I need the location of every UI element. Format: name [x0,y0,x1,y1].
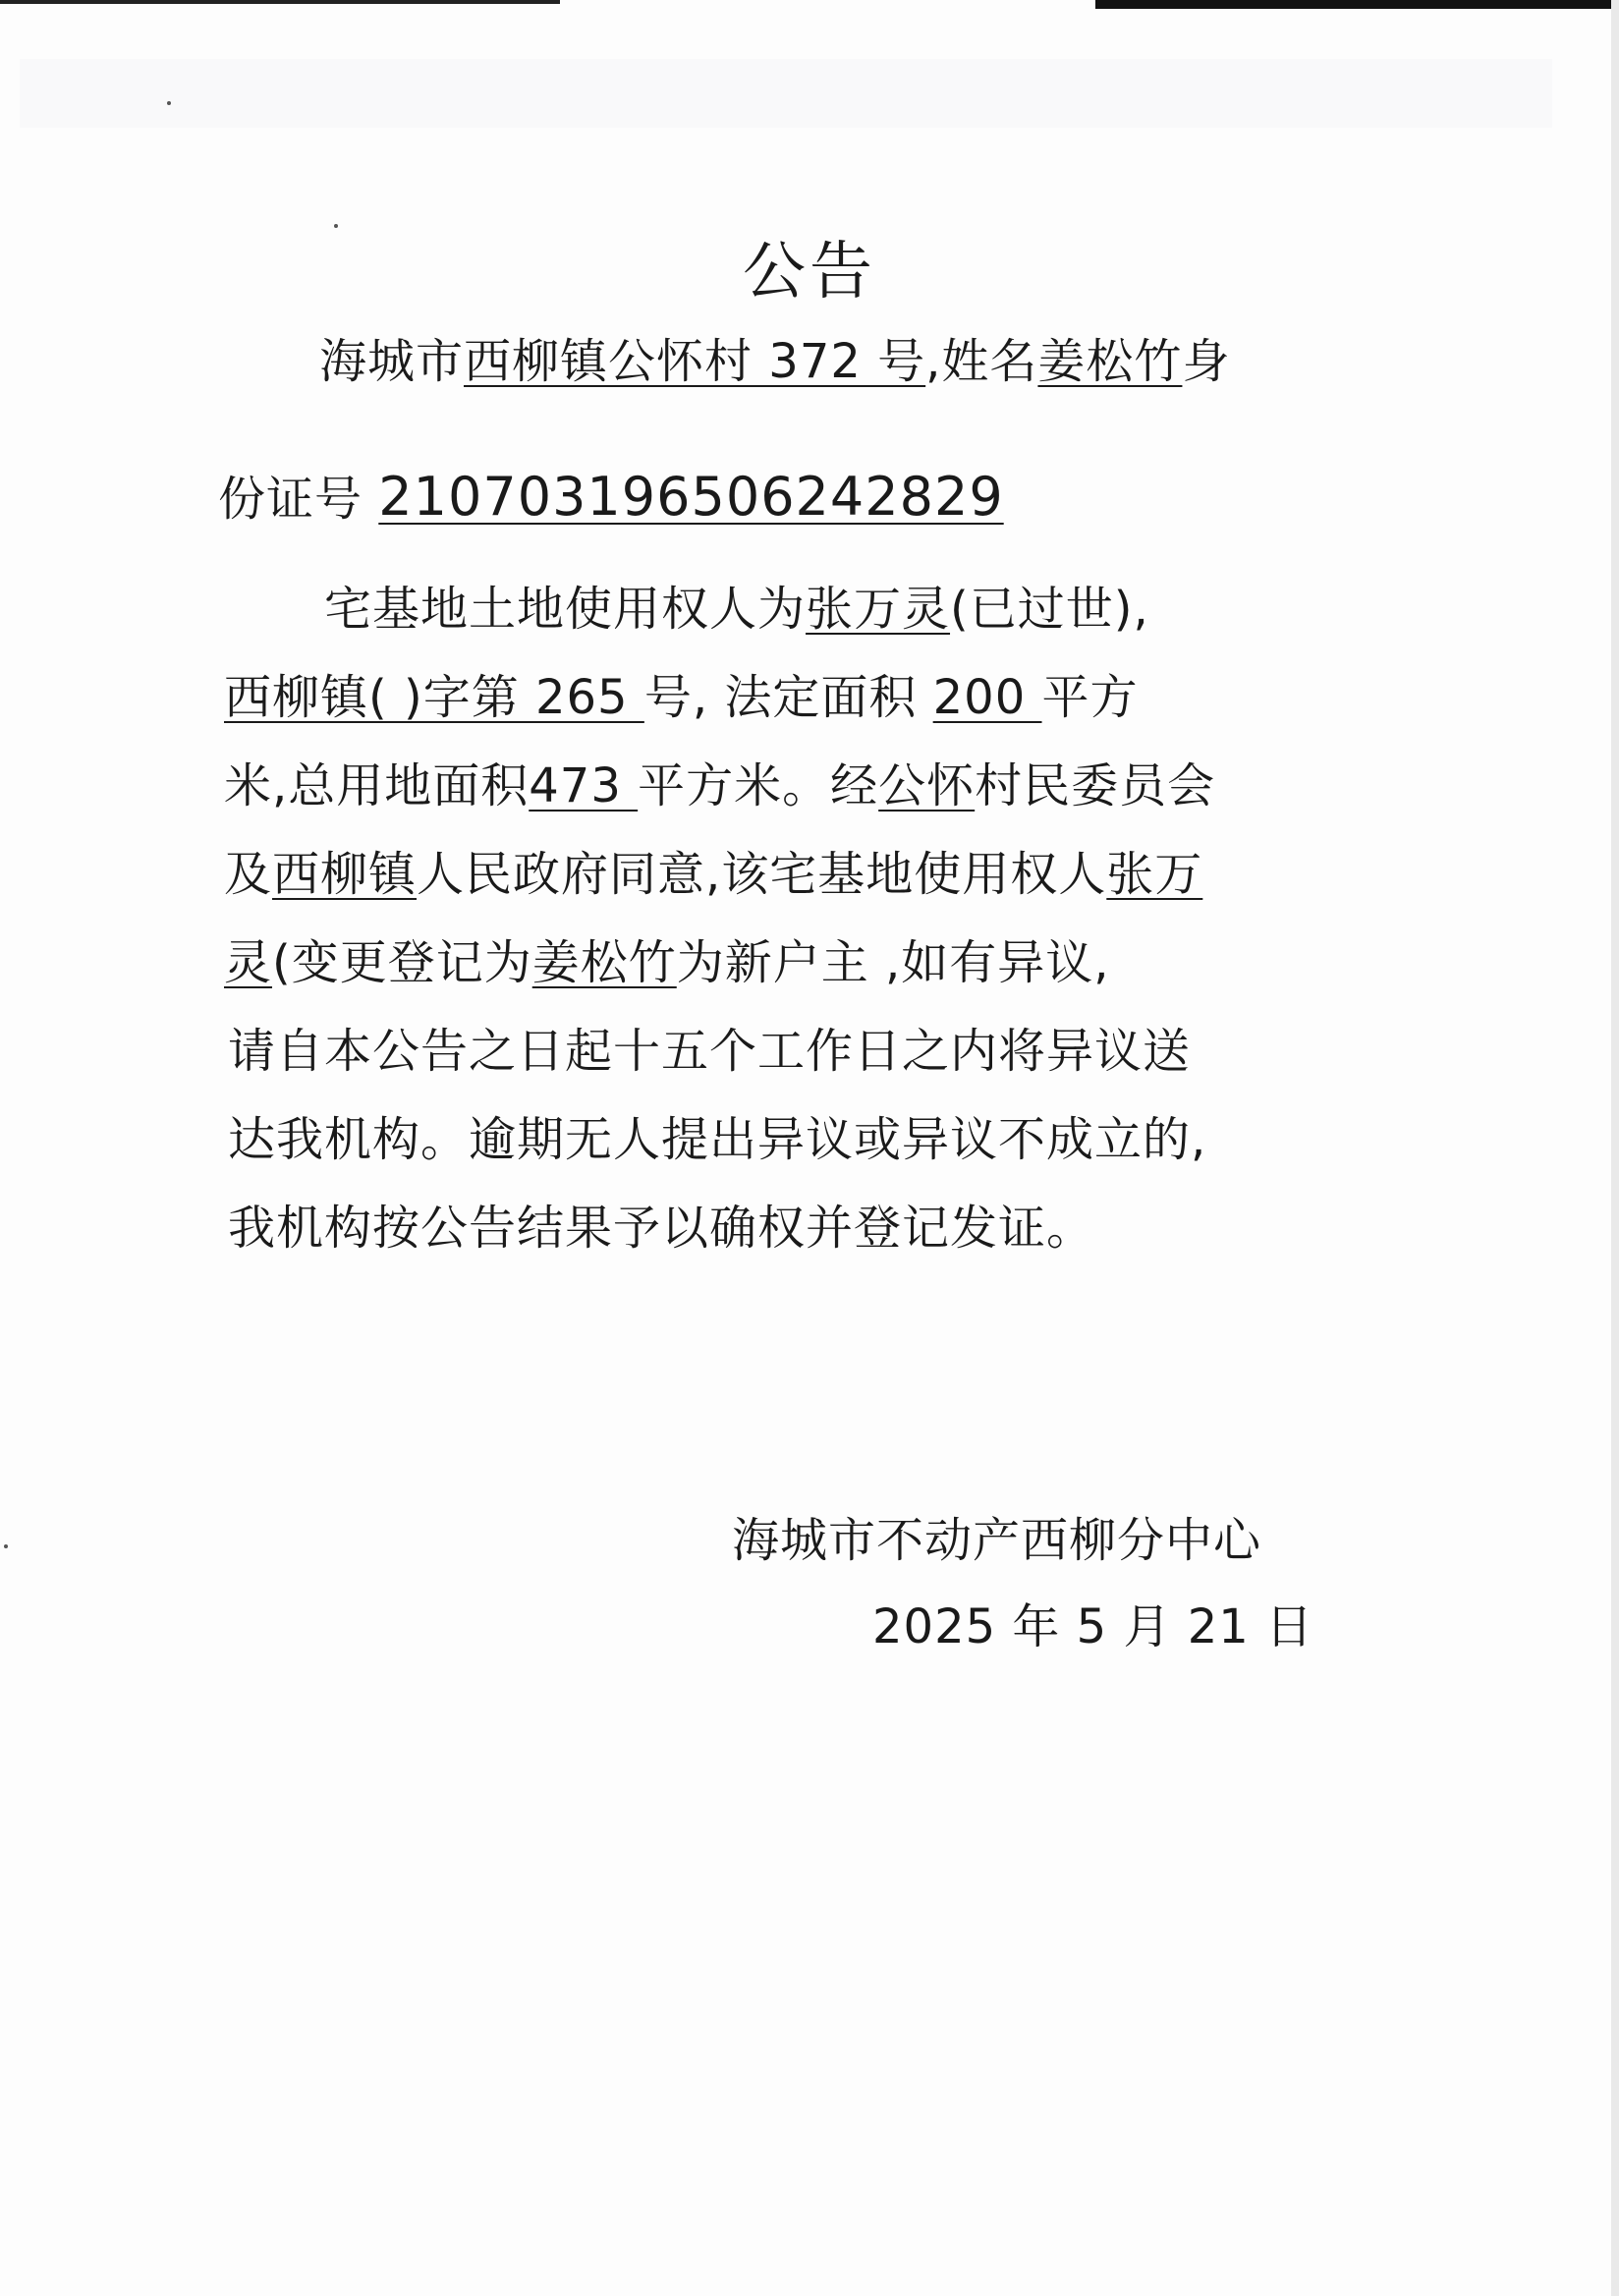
scan-edge-shadow [1611,0,1619,2296]
holder-name-field: 张万 [1106,847,1203,902]
applicant-name-field: 姜松竹 [1037,334,1183,389]
scan-speck [4,1544,8,1548]
notice-line-holder [324,580,1149,639]
notice-line-address [319,332,1230,391]
village-field: 公怀 [878,758,976,813]
scan-speck [167,101,171,105]
text: 身 [1182,334,1231,389]
notice-line-approval [224,845,1202,904]
issue-date: 2025 年 5 月 21 日 [872,1599,1314,1654]
text: 平方 [1041,670,1139,725]
issuer-name: 海城市不动产西柳分中心 [732,1513,1262,1568]
notice-line-objection-rule: 达我机构。逾期无人提出异议或异议不成立的, [228,1112,1207,1167]
notice-line-registration: 我机构按公告结果予以确权并登记发证。 [228,1201,1095,1256]
text: 及 [224,847,273,902]
new-owner-field: 姜松竹 [531,935,677,990]
text: ,姓名 [925,334,1038,389]
notice-title: 公告 [743,236,876,308]
notice-line-legal-area [224,668,1139,727]
text: 米,总用地面积 [224,758,530,813]
certificate-ref-field: 西柳镇( )字第 265 [224,670,644,725]
notice-line-objection-period: 请自本公告之日起十五个工作日之内将异议送 [228,1024,1192,1079]
text: (已过世), [950,582,1149,637]
town-field: 西柳镇 [272,847,418,902]
text: 海城市 [319,334,465,389]
text: 份证号 [218,472,363,527]
holder-name-field: 灵 [224,935,273,990]
scan-edge-mark [0,0,560,4]
address-field: 西柳镇公怀村 372 号 [464,334,926,389]
scan-haze [20,59,1552,128]
total-area-field: 473 [529,758,639,813]
scan-edge-mark [1095,0,1619,9]
notice-line-id [218,468,1004,529]
text: 平方米。经 [638,758,879,813]
id-number-field: 210703196506242829 [378,466,1004,528]
text: (变更登记为 [272,935,532,990]
notice-line-total-area [224,756,1215,815]
text: 为新户主 ,如有异议, [676,935,1110,990]
text: 人民政府同意,该宅基地使用权人 [417,847,1107,902]
text: 号, 法定面积 [643,670,933,725]
notice-line-new-owner [224,933,1110,992]
holder-name-field: 张万灵 [806,582,951,637]
text: 宅基地土地使用权人为 [324,582,807,637]
legal-area-field: 200 [932,670,1042,725]
text: 村民委员会 [975,758,1216,813]
